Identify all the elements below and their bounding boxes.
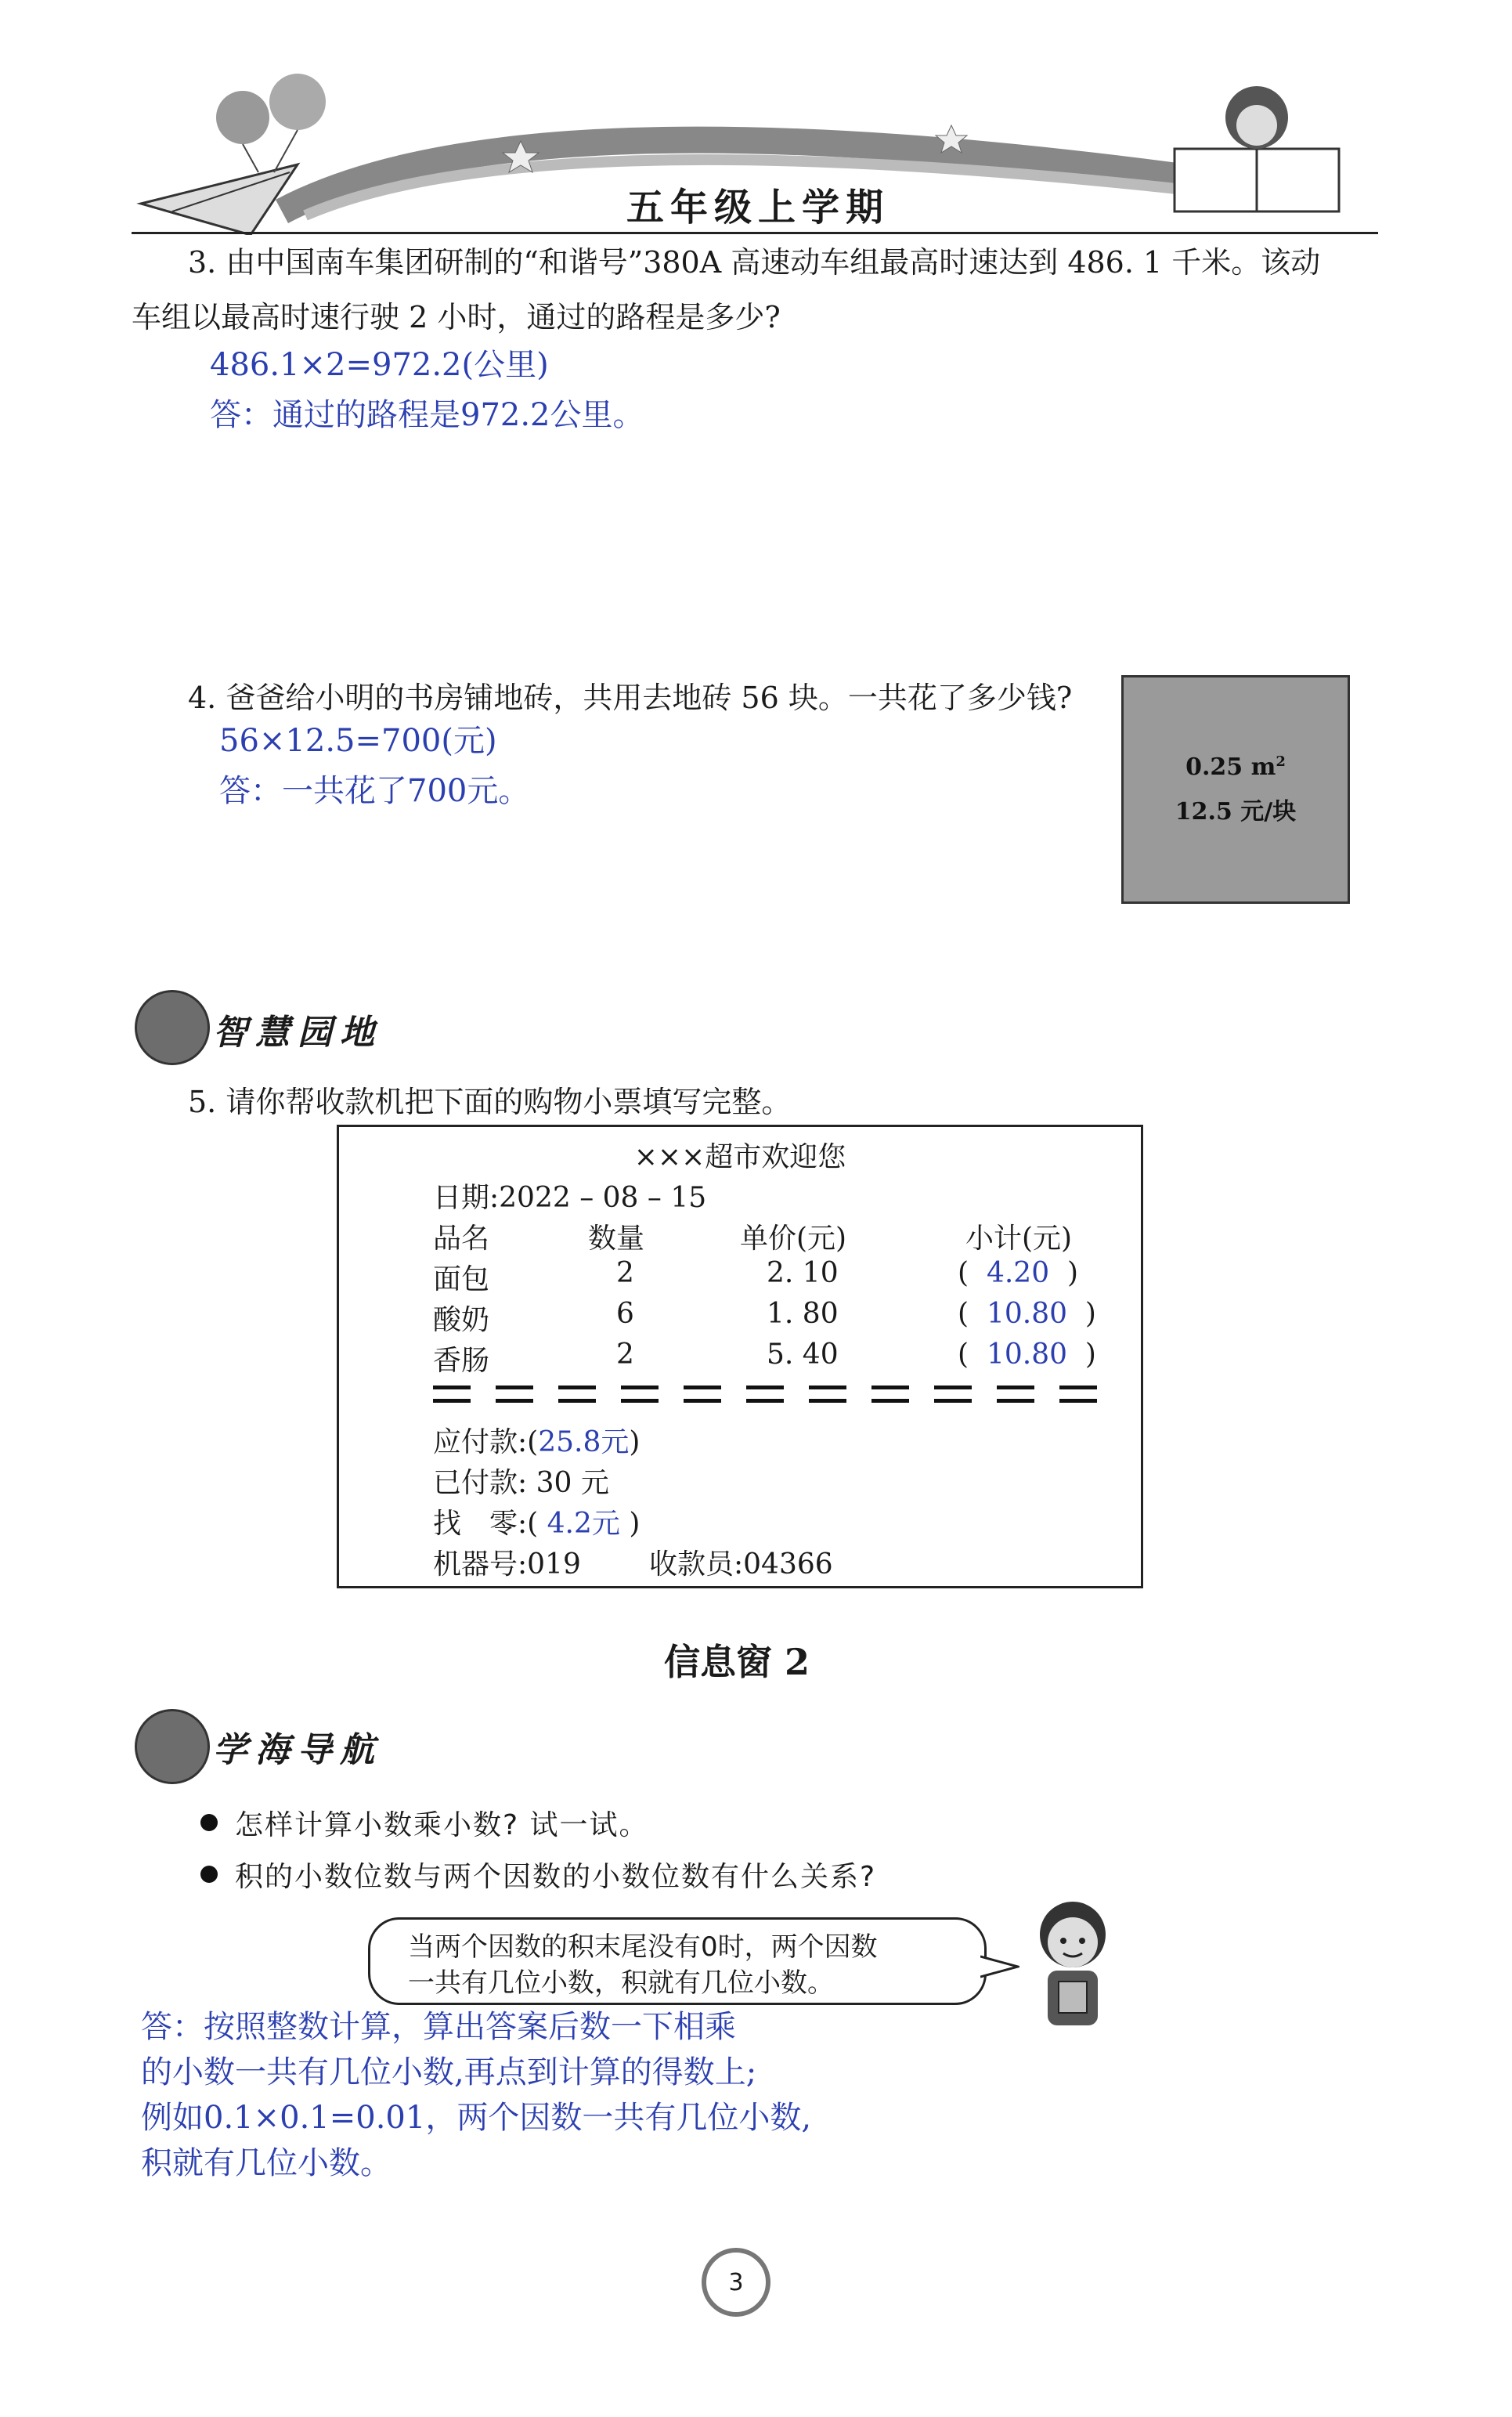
receipt-row-price: 5. 40: [767, 1339, 839, 1371]
tile-area: 0.25 $m^2$: [1185, 753, 1286, 781]
bullet-icon: [200, 1814, 218, 1831]
page-number: 3: [702, 2248, 770, 2317]
bubble-line-2: 一共有几位小数，积就有几位小数。: [408, 1967, 834, 1999]
receipt-row-name: 面包: [433, 1263, 490, 1295]
section-title-xuehai: 学海导航: [213, 1730, 382, 1770]
shopping-receipt: [337, 1125, 1143, 1588]
receipt-header-name: 品名: [433, 1223, 490, 1255]
final-answer-line-1: 答：按照整数计算，算出答案后数一下相乘: [141, 2009, 736, 2045]
header-title: 五年级上学期: [626, 186, 890, 229]
receipt-header-qty: 数量: [588, 1223, 645, 1255]
header-rule: [132, 232, 1378, 234]
receipt-row-subtotal: ( 10.80 ): [958, 1298, 1096, 1330]
receipt-header-subtotal: 小计(元): [965, 1223, 1073, 1255]
speech-bubble: [368, 1917, 987, 2005]
receipt-header-price: 单价(元): [740, 1223, 847, 1255]
receipt-separator: [433, 1386, 1097, 1403]
receipt-row-subtotal: ( 4.20 ): [958, 1257, 1079, 1289]
floor-tile-illustration: [1121, 675, 1350, 904]
q3-calc: 486.1×2=972.2(公里): [210, 347, 549, 383]
receipt-change: 找 零:( 4.2元 ): [433, 1508, 641, 1540]
receipt-row-price: 2. 10: [767, 1257, 839, 1289]
final-answer-line-3: 例如0.1×0.1=0.01，两个因数一共有几位小数,: [141, 2100, 812, 2136]
receipt-machine-number: 机器号:019: [433, 1548, 581, 1581]
receipt-row-qty: 2: [616, 1339, 634, 1371]
q3-line1: 3. 由中国南车集团研制的“和谐号”380A 高速动车组最高时速达到 486. 1 千米。该动: [188, 245, 1321, 280]
q4-text: 4. 爸爸给小明的书房铺地砖，共用去地砖 56 块。一共花了多少钱?: [188, 681, 1073, 715]
bubble-tail: [980, 1955, 1019, 1978]
receipt-amount-paid: 已付款: 30 元: [433, 1467, 609, 1499]
bullet-question-1: 怎样计算小数乘小数? 试一试。: [235, 1809, 649, 1841]
bullet-icon: [200, 1866, 218, 1883]
q4-calc: 56×12.5=700(元): [219, 723, 497, 759]
receipt-row-name: 酸奶: [433, 1304, 490, 1336]
q5-text: 5. 请你帮收款机把下面的购物小票填写完整。: [188, 1085, 792, 1119]
receipt-row-name: 香肠: [433, 1345, 490, 1377]
info-window-title: 信息窗 2: [664, 1641, 810, 1683]
tile-price: 12.5 元/块: [1175, 797, 1297, 826]
q3-line2: 车组以最高时速行驶 2 小时，通过的路程是多少?: [132, 300, 781, 334]
receipt-row-price: 1. 80: [767, 1298, 839, 1330]
student-avatar-icon: [135, 990, 210, 1065]
student-avatar-icon: [135, 1709, 210, 1784]
q4-answer: 答：一共花了700元。: [219, 773, 530, 809]
bullet-question-2: 积的小数位数与两个因数的小数位数有什么关系?: [235, 1861, 877, 1893]
receipt-row-subtotal: ( 10.80 ): [958, 1339, 1096, 1371]
section-title-zhihui: 智慧园地: [213, 1013, 382, 1053]
receipt-row-qty: 6: [616, 1298, 634, 1330]
receipt-cashier: 收款员:04366: [649, 1548, 833, 1581]
final-answer-line-2: 的小数一共有几位小数,再点到计算的得数上;: [141, 2054, 757, 2090]
receipt-date: 日期:2022 – 08 – 15: [433, 1182, 707, 1214]
boy-reading-icon: [1018, 1895, 1128, 2036]
receipt-amount-due: 应付款:(25.8元): [433, 1426, 641, 1458]
receipt-title: ×××超市欢迎您: [633, 1141, 846, 1173]
final-answer-line-4: 积就有几位小数。: [141, 2145, 392, 2181]
q3-answer: 答：通过的路程是972.2公里。: [210, 397, 644, 433]
receipt-row-qty: 2: [616, 1257, 634, 1289]
bubble-line-1: 当两个因数的积末尾没有0时，两个因数: [408, 1931, 878, 1963]
